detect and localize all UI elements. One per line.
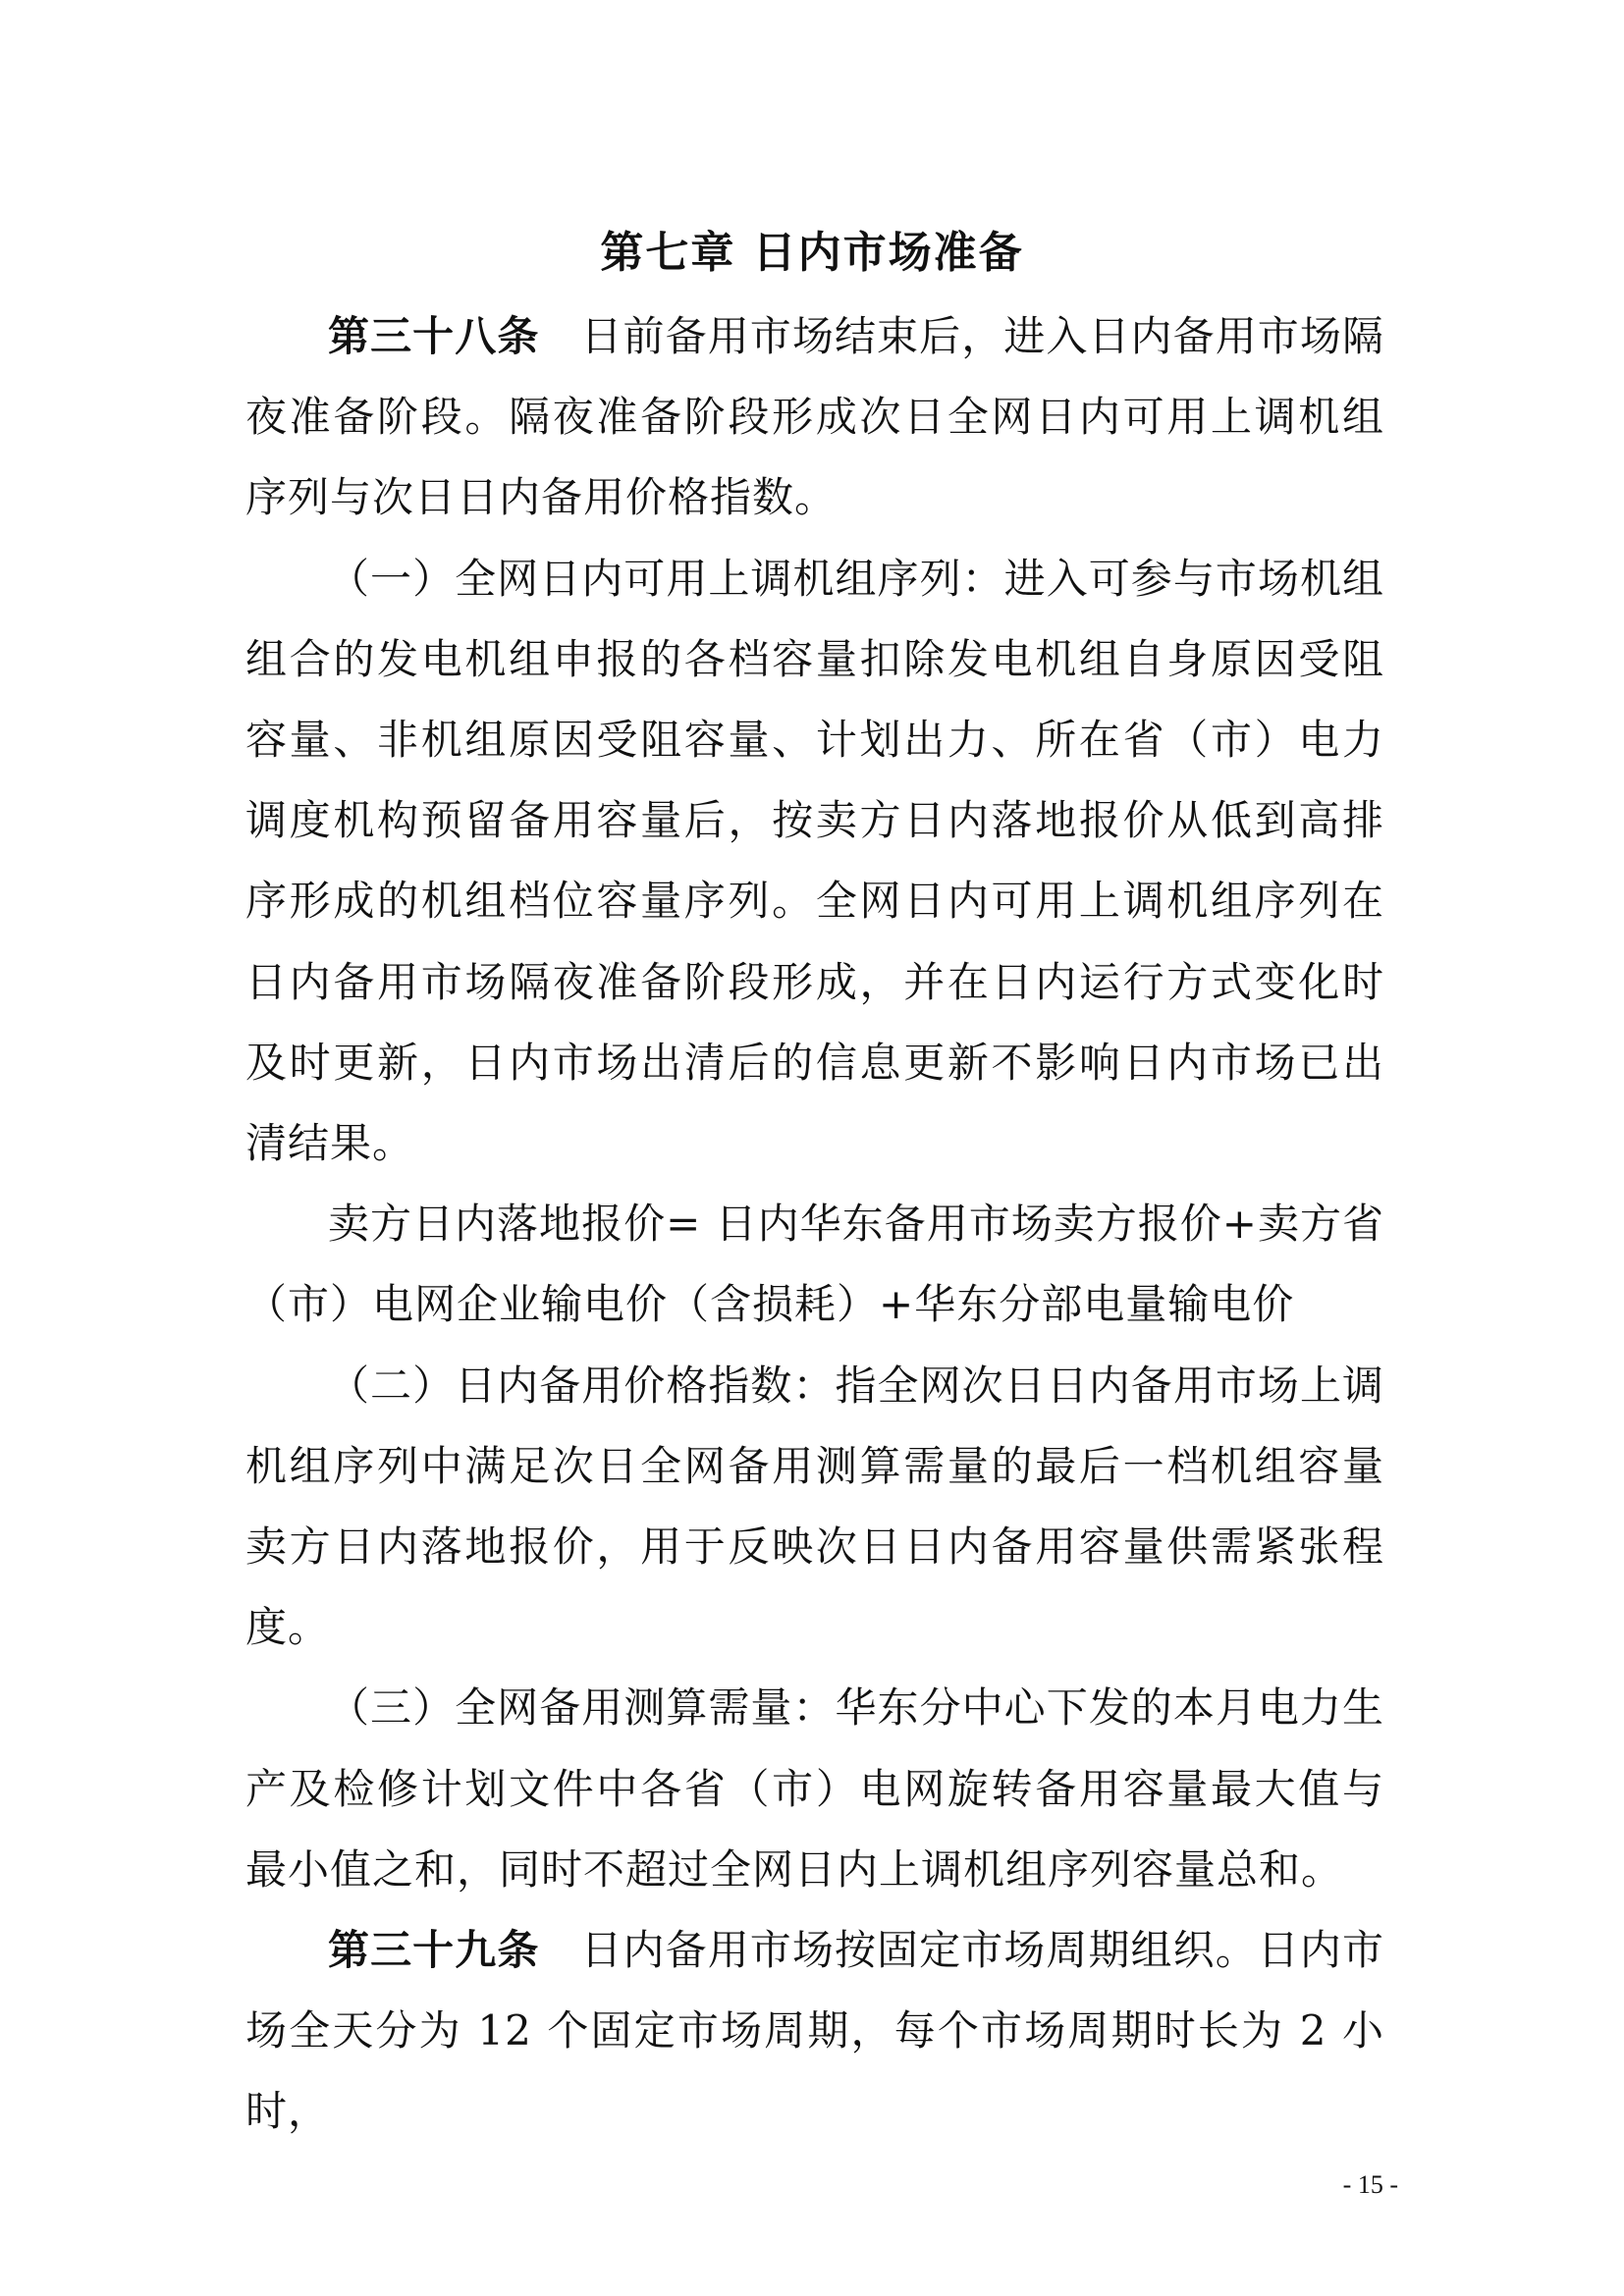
article-39-label: 第三十九条 bbox=[328, 1926, 540, 1975]
item-2-paragraph: （二）日内备用价格指数：指全网次日日内备用市场上调机组序列中满足次日全网备用测算需量的最后一档机组容量卖方日内落地报价，用于反映次日日内备用容量供需紧张程度。 bbox=[245, 1361, 1384, 1652]
article-38 bbox=[245, 296, 1384, 539]
page-number: - 15 - bbox=[1342, 2170, 1398, 2199]
document-body bbox=[245, 296, 1384, 2153]
item-3-paragraph: （三）全网备用测算需量：华东分中心下发的本月电力生产及检修计划文件中各省（市）电网旋转备用容量最大值与最小值之和，同时不超过全网日内上调机组序列容量总和。 bbox=[245, 1683, 1384, 1894]
formula-paragraph: 卖方日内落地报价= 日内华东备用市场卖方报价+卖方省（市）电网企业输电价（含损耗）+华东分部电量输电价 bbox=[245, 1200, 1384, 1329]
article-38-text: 日前备用市场结束后，进入日内备用市场隔夜准备阶段。隔夜准备阶段形成次日全网日内可用上调机组序列与次日日内备用价格指数。 bbox=[245, 312, 1384, 522]
article-39-text: 日内备用市场按固定市场周期组织。日内市场全天分为 12 个固定市场周期，每个市场周期时长为 2 小时， bbox=[245, 1926, 1384, 2136]
article-39 bbox=[245, 1910, 1384, 2153]
article-38-label: 第三十八条 bbox=[328, 312, 540, 360]
chapter-title: 第七章 日内市场准备 bbox=[600, 228, 1024, 278]
item-1-paragraph: （一）全网日内可用上调机组序列：进入可参与市场机组组合的发电机组申报的各档容量扣除发电机组自身原因受阻容量、非机组原因受阻容量、计划出力、所在省（市）电力调度机构预留备用容量后，按卖方日内落地报价从低到高排序形成的机组档位容量序列。全网日内可用上调机组序列在日内备用市场隔夜准备阶段形成，并在日内运行方式变化时及时更新，日内市场出清后的信息更新不影响日内市场已出清结果。 bbox=[245, 554, 1384, 1168]
